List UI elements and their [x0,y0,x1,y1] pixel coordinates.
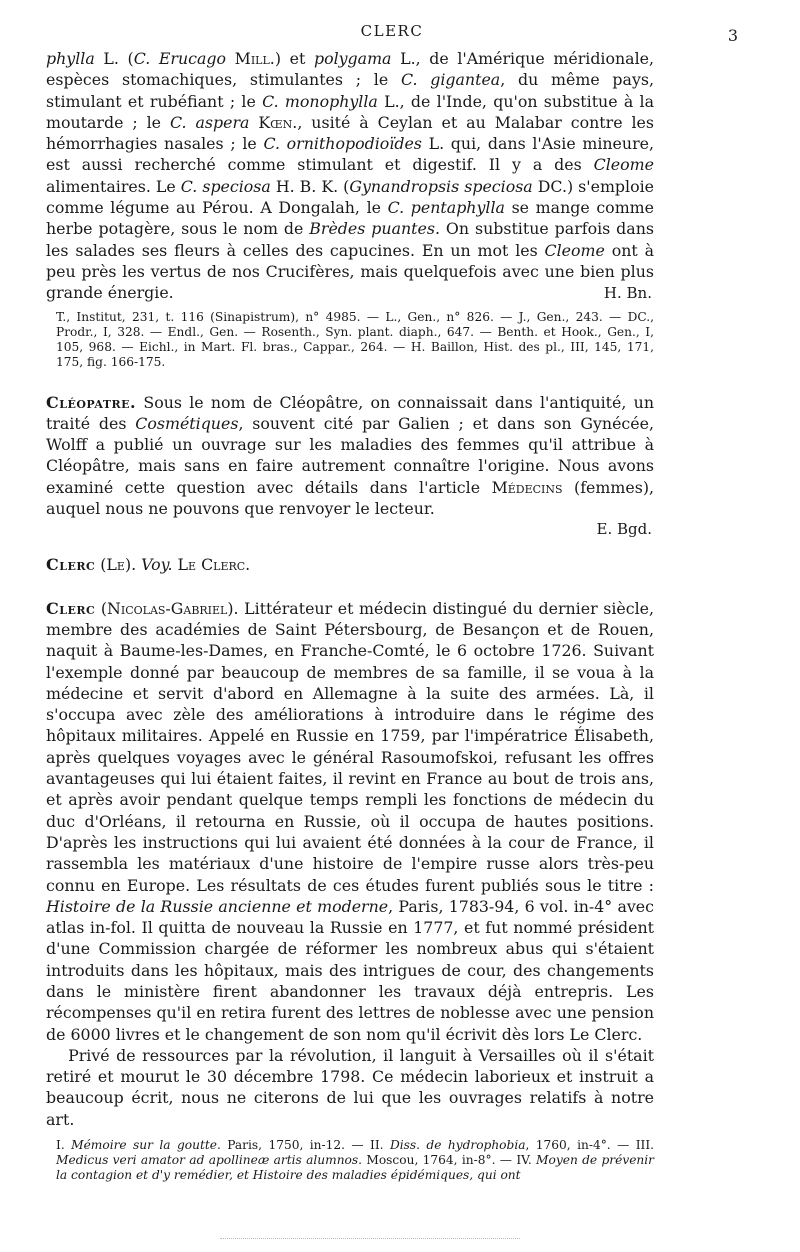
italic-text: C. speciosa [180,176,271,196]
author-abbrev: Mill. [226,49,275,68]
italic-text: C. monophylla [262,91,378,111]
text: alimentaires. Le [46,176,181,196]
text: , souvent cité par Galien ; et dans son Gynécée, Wolff a publié un ouvrage sur les maladies des femmes qu'il attribue à Cléopâtre, mais sans en faire autrement connaître l'origine. Nous avons examiné cette question avec détails dans l'article [46,413,654,497]
italic-text: C. aspera [169,112,250,132]
bibliography-clerc [46,1138,654,1183]
italic-text: C. Erucago [133,49,227,68]
italic-text: Diss. de hydrophobia [389,1138,526,1153]
italic-text: C. ornithopodioïdes [263,134,422,154]
text: ). Littérateur et médecin distingué du dernier siècle, membre des académies de Saint Pétersbourg, de Besançon et de Rouen, naquit à Baume-les-Dames, en Franche-Comté, le 6 octobre 1726. Suivant l'exemple donné par beaucoup de membres de sa famille, il se voua à la médecine et servit d'abord en Allemagne à la suite des armées. Là, il s'occupa avec zèle des améliorations à introduire dans le régime des hôpitaux militaires. Appelé en Russie en 1759, par l'impératrice Élisabeth, après quelques voyages avec le général Rasoumofskoi, refusant les offres avantageuses qui lui étaient faites, il revint en France au bout de trois ans, et après avoir pendant quelque temps rempli les fonctions de médecin du duc d'Orléans, il retourna en Russie, où il occupa de hautes positions. D'après les instructions qui lui avaient été données à la cour de France, il rassembla les matériaux d'une histoire de l'empire russe alors très-peu connu en Europe. Les résultats de ces études furent publiés sous le titre : [46,598,655,895]
italic-text: phylla [46,49,95,68]
italic-text: Mémoire sur la goutte [71,1138,217,1153]
italic-text: C. pentaphylla [387,198,505,218]
author-signature: H. Bn. [603,283,652,302]
text: , usité à Ceylan et au Malabar contre les hémorrhagies nasales ; le [46,112,654,154]
cross-reference: Médecins [491,477,563,497]
text: . On substitue parfois dans les salades ses fleurs à celles des capucines. En un mot les [46,219,654,260]
entry-headword: Cléopatre. [46,392,137,412]
text: . Paris, 1750, in-12. — II. [216,1138,390,1153]
entry-cleopatre [46,392,654,520]
text: L. qui, dans l'Asie mineure, est aussi recherché comme stimulant et digestif. Il y a des [46,134,655,175]
text: , du même pays, stimulant et rubéfiant ; le [46,70,654,111]
page-bottom-rule [220,1238,520,1240]
entry-headword: Clerc [46,555,96,575]
italic-text: Voy. [141,555,173,575]
text: I. [56,1138,72,1153]
clerc-second-paragraph: Privé de ressources par la révolution, il languit à Versailles où il s'était retiré et mourut le 30 décembre 1798. Ce médecin laborieux et instruit a beaucoup écrit, nous ne citerons de lui que les ouvrages relatifs à notre art. [46,1045,654,1129]
text: L. ( [94,49,134,68]
text: L., de l'Inde, qu'on substitue à la moutarde ; le [46,91,655,132]
person-name: Nicolas-Gabriel [107,598,228,618]
text: . Moscou, 1764, in-8°. — IV. [358,1153,537,1168]
text: ( [95,598,108,618]
italic-text: Cleome [544,240,605,260]
running-head-title: CLERC [360,22,424,40]
italic-text: Brèdes puantes [309,219,435,239]
text: L., de l'Amérique méridionale, espèces stomachiques, stimulantes ; le [46,49,655,90]
cross-reference: Le Clerc. [172,555,251,575]
text: H. B. K. ( [270,176,350,196]
italic-text: C. gigantea [400,70,501,90]
text: , Paris, 1783-94, 6 vol. in-4° avec atlas in-fol. Il quitta de nouveau la Russie en 1777, et fut nommé président d'une Commission chargée de réformer les nombreux abus qui s'étaient introduits dans les hôpitaux, mais des intrigues de cour, des changements dans le ministère firent abandonner les travaux déjà entrepris. Les récompenses qu'il en retira furent des lettres de noblesse avec une pension de 6000 livres et le changement de son nom qu'il écrivit dès lors Le Clerc. [46,896,654,1044]
italic-text: Cosmétiques [135,413,239,433]
italic-text: Medicus veri amator ad apollineæ artis alumnos [56,1153,359,1168]
author-signature: E. Bgd. [596,520,652,539]
entry-headword: Clerc [46,598,96,618]
italic-text: Moyen de prévenir la contagion et d'y remédier, et Histoire des maladies épidémiques, qui ont [56,1153,654,1183]
cleome-paragraph [46,48,654,304]
italic-text: Gynandropsis speciosa [349,176,533,196]
text: (femmes), auquel nous ne pouvons que renvoyer le lecteur. [46,477,654,519]
bibliography-cleome: T., Institut, 231, t. 116 (Sinapistrum), n° 4985. — L., Gen., n° 826. — J., Gen., 243. — DC., Prodr., I, 328. — Endl., Gen. — Rosenth., Syn. plant. diaph., 647. — Benth. et Hook., Gen., I, 105, 968. — Eichl., in Mart. Fl. bras., Cappar., 264. — H. Baillon, Hist. des pl., III, 145, 171, 175, fig. 166-175. [56,309,654,369]
page-body [46,48,654,1183]
entry-clerc-le [46,554,654,575]
text: (Le). [95,555,142,575]
italic-text: Cleome [593,155,654,175]
text: ) et [274,49,314,68]
text: ont à peu près les vertus de nos Crucifères, mais quelquefois avec une bien plus grande énergie. [46,240,654,303]
text: DC.) s'emploie comme légume au Pérou. A Dongalah, le [46,176,655,218]
running-head [46,22,738,44]
italic-text: Histoire de la Russie ancienne et moderne [46,896,389,916]
author-abbrev: Kœn. [249,112,298,132]
entry-clerc-nicolas-gabriel [46,598,654,1045]
text: , 1760, in-4°. — III. [525,1138,655,1153]
page-number: 3 [727,26,738,45]
text: Sous le nom de Cléopâtre, on connaissait dans l'antiquité, un traité des [46,392,654,433]
italic-text: polygama [313,49,392,68]
text: se mange comme herbe potagère, sous le nom de [46,198,654,239]
